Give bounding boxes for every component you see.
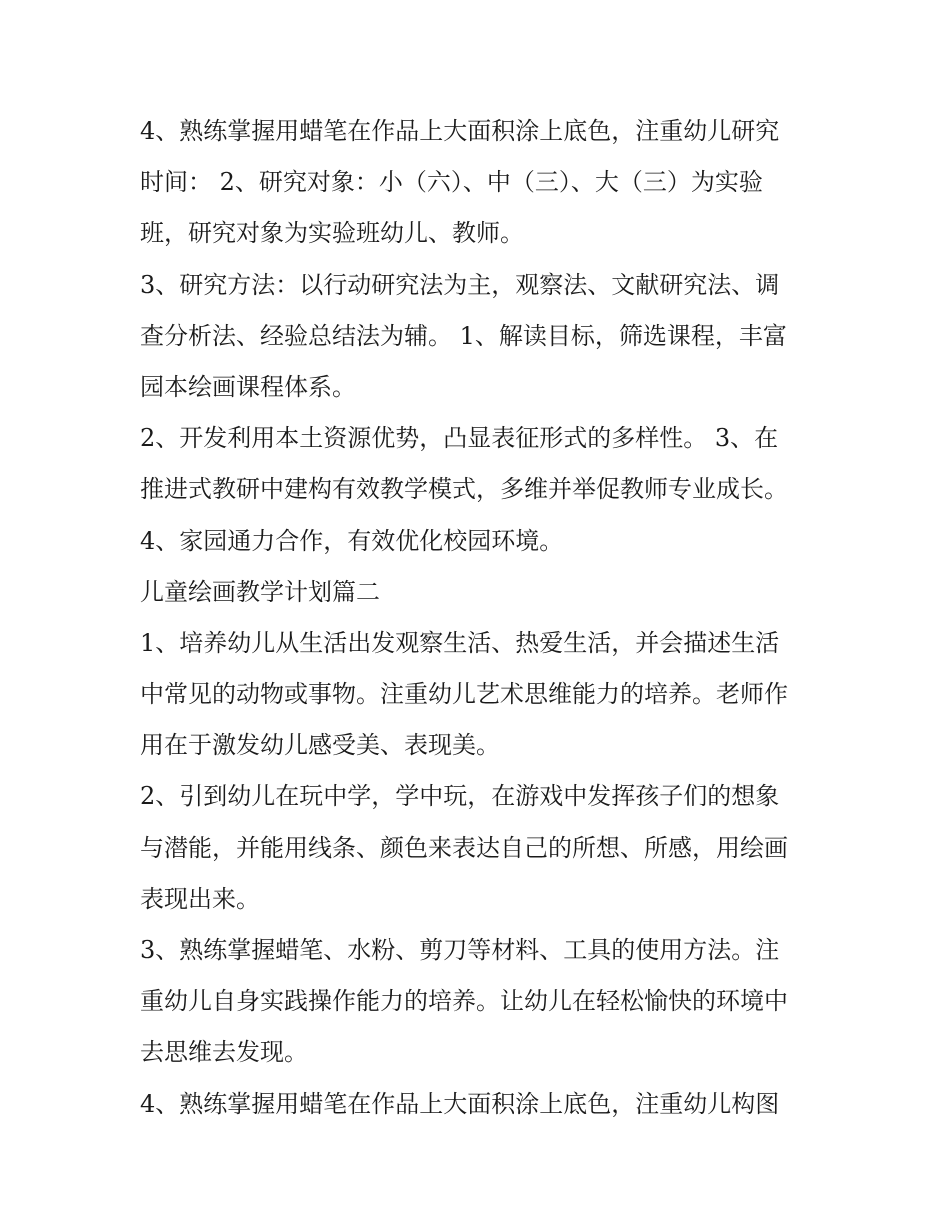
text-line: 用在于激发幼儿感受美、表现美。 — [140, 731, 500, 760]
text-line: 去思维去发现。 — [140, 1038, 308, 1067]
text-line: 班，研究对象为实验班幼儿、教师。 — [140, 219, 524, 248]
text-line: 中常见的动物或事物。注重幼儿艺术思维能力的培养。老师作 — [140, 680, 788, 709]
text-line: 3、熟练掌握蜡笔、水粉、剪刀等材料、工具的使用方法。注 — [140, 936, 780, 964]
text-line: 查分析法、经验总结法为辅。 1、解读目标，筛选课程，丰富 — [140, 321, 787, 350]
text-line: 时间： 2、研究对象：小（六）、中（三）、大（三）为实验 — [140, 168, 763, 197]
text-line: 与潜能，并能用线条、颜色来表达自己的所想、所感，用绘画 — [140, 833, 788, 862]
document-body — [140, 106, 820, 1130]
text-line: 推进式教研中建构有效教学模式，多维并举促教师专业成长。 — [140, 475, 788, 504]
text-line: 1、培养幼儿从生活出发观察生活、热爱生活，并会描述生活 — [140, 628, 780, 657]
text-line: 3、研究方法：以行动研究法为主，观察法、文献研究法、调 — [140, 270, 780, 299]
text-line: 4、熟练掌握用蜡笔在作品上大面积涂上底色，注重幼儿构图 — [140, 1089, 780, 1118]
text-line: 2、引到幼儿在玩中学，学中玩，在游戏中发挥孩子们的想象 — [140, 782, 780, 811]
text-line: 4、熟练掌握用蜡笔在作品上大面积涂上底色，注重幼儿研究 — [140, 117, 780, 145]
text-line: 2、开发利用本土资源优势，凸显表征形式的多样性。 3、在 — [140, 424, 779, 453]
text-line: 园本绘画课程体系。 — [140, 372, 356, 401]
text-line: 重幼儿自身实践操作能力的培养。让幼儿在轻松愉快的环境中 — [140, 987, 788, 1016]
text-line: 表现出来。 — [140, 884, 260, 913]
section-heading: 儿童绘画教学计划篇二 — [140, 577, 380, 606]
text-line: 4、家园通力合作，有效优化校园环境。 — [140, 526, 564, 555]
